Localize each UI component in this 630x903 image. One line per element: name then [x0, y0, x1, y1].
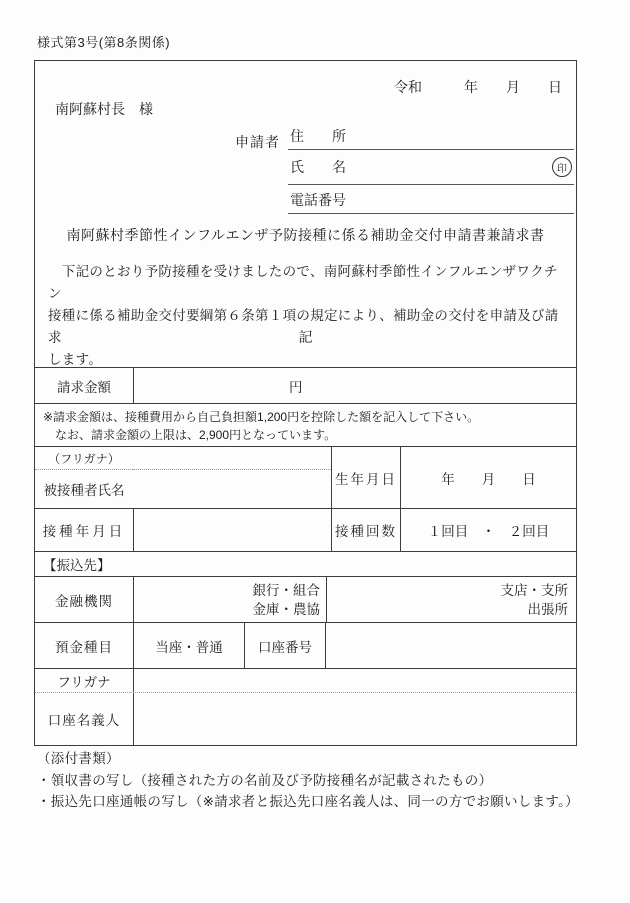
holder-input-area	[133, 693, 576, 745]
transfer-furigana-row	[35, 668, 576, 693]
claim-unit: 円	[289, 379, 303, 395]
body-line: 接種に係る補助金交付要綱第６条第１項の規定により、補助金の交付を申請及び請求	[48, 308, 559, 345]
holder-label-cell: 口座名義人	[47, 713, 121, 728]
claim-note-line: ※請求金額は、接種費用から自己負担額1,200円を控除した額を記入して下さい。	[43, 410, 480, 424]
recipient-name-row	[35, 446, 576, 508]
form-border-box	[34, 60, 577, 746]
phone-label: 電話番号	[290, 192, 346, 208]
branch-type-line: 出張所	[527, 601, 568, 617]
date-line: 令和 年 月 日	[394, 79, 562, 95]
claim-amount-input-area	[133, 368, 576, 403]
attachment-item: ・領収書の写し（接種された方の名前及び予防接種名が記載されたもの）	[37, 772, 493, 788]
seal-icon	[552, 157, 572, 177]
deposit-value-cell: 当座・普通	[133, 623, 244, 668]
seal-text: 印	[557, 163, 567, 175]
institution-type-line: 金庫・農協	[252, 601, 320, 617]
address-label: 住 所	[290, 128, 346, 144]
transfer-furigana-label-cell: フリガナ	[57, 674, 111, 690]
account-number-label-cell: 口座番号	[244, 623, 325, 668]
furigana-label-cell: （フリガナ）	[35, 447, 133, 470]
transfer-section-row	[35, 551, 576, 576]
claim-note-line: なお、請求金額の上限は、2,900円となっています。	[43, 428, 337, 442]
transfer-section-label: 【振込先】	[43, 558, 111, 573]
name-label: 氏 名	[290, 159, 346, 175]
name-field	[288, 150, 574, 185]
recipient-name-input-area	[133, 470, 331, 508]
vaccination-date-label-cell: 接種年月日	[42, 524, 126, 539]
body-paragraph	[48, 261, 567, 371]
vaccination-date-row	[35, 508, 576, 551]
addressee: 南阿蘇村長 様	[55, 101, 153, 117]
deposit-label-cell: 預金種目	[55, 639, 113, 655]
vaccination-date-input-area	[133, 509, 331, 551]
ki-marker: 記	[298, 329, 313, 345]
attachments-section	[37, 748, 579, 813]
form-code: 様式第3号(第8条関係)	[37, 35, 171, 50]
form-title: 南阿蘇村季節性インフルエンザ予防接種に係る補助金交付申請書兼請求書	[66, 227, 545, 243]
claim-amount-label-cell: 請求金額	[57, 379, 111, 395]
body-line: 下記のとおり予防接種を受けましたので、南阿蘇村季節性インフルエンザワクチン	[48, 264, 558, 301]
address-field	[288, 118, 574, 150]
recipient-name-label-cell: 被接種者氏名	[43, 483, 125, 498]
holder-row	[35, 693, 576, 745]
attachment-item: ・振込先口座通帳の写し（※請求者と振込先口座名義人は、同一の方でお願いします。）	[37, 794, 579, 809]
claim-note-row	[35, 403, 576, 446]
transfer-furigana-input-area	[133, 669, 576, 692]
institution-type-cell	[133, 577, 326, 622]
body-line: します。	[48, 352, 103, 367]
branch-type-line: 支店・支所	[500, 582, 568, 598]
claim-amount-row	[35, 367, 576, 403]
deposit-row	[35, 622, 576, 668]
recipient-name-input-column	[133, 447, 331, 508]
institution-label-cell: 金融機関	[55, 593, 113, 609]
bank-row	[35, 576, 576, 622]
institution-type-line: 銀行・組合	[252, 582, 320, 598]
recipient-label-column	[35, 447, 133, 508]
phone-field	[288, 185, 574, 214]
furigana-input-area	[133, 447, 331, 470]
applicant-label: 申請者	[235, 134, 280, 150]
attachments-heading: （添付書類）	[37, 751, 120, 766]
branch-type-cell	[326, 577, 576, 622]
form-table	[35, 367, 576, 745]
birth-value-cell: 年 月 日	[400, 447, 576, 508]
birth-label-cell: 生年月日	[331, 447, 400, 508]
dose-label-cell: 接種回数	[331, 509, 400, 551]
dose-value-cell: １回目 ・ ２回目	[400, 509, 576, 551]
applicant-fields	[288, 118, 574, 214]
account-number-input-area	[325, 623, 576, 668]
